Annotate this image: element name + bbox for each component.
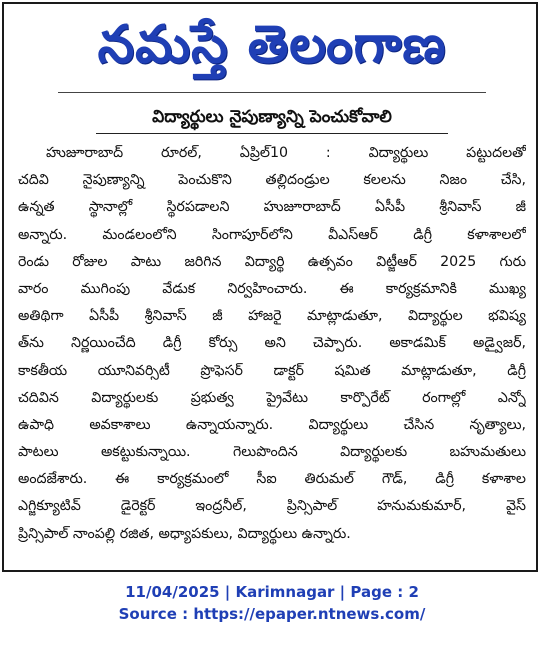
article-line: రెండు రోజుల పాటు జరిగిన విద్యార్థి ఉత్సవం విట్జీఆర్ 2025 గురు bbox=[18, 253, 526, 270]
article-headline: విద్యార్థులు నైపుణ్యాన్ని పెంచుకోవాలి bbox=[152, 107, 392, 127]
masthead-divider bbox=[58, 92, 486, 93]
article-line: ఉపాధి అవకాశాలు ఉన్నాయన్నారు. విద్యార్థులు చేసిన నృత్యాలు, bbox=[18, 416, 526, 433]
article-line: పాటలు అకట్టుకున్నాయి. గెలుపొందిన విద్యార్థులకు బహుమతులు bbox=[18, 444, 526, 461]
footer-source-line: Source : https://epaper.ntnews.com/ bbox=[118, 605, 426, 623]
article-line: కాకతీయ యూనివర్సిటీ ప్రొఫెసర్ డాక్టర్ షమిత మాట్లాడుతూ, డిగ్రీ bbox=[18, 362, 526, 379]
headline-underline bbox=[96, 133, 448, 134]
masthead-title: నమస్తే తెలంగాణ bbox=[97, 15, 447, 75]
article-line: హుజూరాబాద్ రూరల్, ఏప్రిల్10 : విద్యార్థులు పట్టుదలతో bbox=[46, 145, 526, 161]
article-line: ప్రిన్సిపాల్ నాంపల్లి రజిత, అధ్యాపకులు, విద్యార్థులు ఉన్నారు. bbox=[18, 525, 351, 542]
article-line: అందజేశారు. ఈ కార్యక్రమంలో సీఐ తిరుమల్ గౌడ్, డిగ్రీ కళాశాల bbox=[18, 471, 526, 488]
article-line: అన్నారు. మండలంలోని సింగాపూర్‌లోని వీఎస్ఆర్ డిగ్రీ కళాశాలలో bbox=[18, 226, 526, 243]
article-line: చదివి నైపుణ్యాన్ని పెంచుకొని తల్లిదండ్రుల కలలను నిజం చేసి, bbox=[18, 172, 526, 189]
article-line: ఉన్నత స్థానాల్లో స్థిరపడాలని హుజూరాబాద్ ఏసీపీ శ్రీనివాస్ జీ bbox=[18, 199, 526, 216]
newspaper-masthead bbox=[0, 10, 544, 80]
article-line: ఎగ్జిక్యూటివ్ డైరెక్టర్ ఇంద్రనీల్, ప్రిన్సిపాల్ హనుమకుమార్, వైస్ bbox=[18, 498, 526, 515]
footer-date-line: 11/04/2025 | Karimnagar | Page : 2 bbox=[125, 583, 419, 601]
article-line: వారం ముగింపు వేడుక నిర్వహించారు. ఈ కార్యక్రమానికి ముఖ్య bbox=[18, 280, 526, 297]
article-line: చదివిన విద్యార్థులకు ప్రభుత్వ ప్రైవేటు కార్పొరేట్ రంగాల్లో ఎన్నో bbox=[18, 389, 526, 406]
article-line: త్‌ను నిర్ణయించేది డిగ్రీ కోర్సు అని చెప్పారు. అకాడమిక్ అడ్వైజర్, bbox=[18, 335, 526, 352]
article-line: అతిథిగా ఏసీపీ శ్రీనివాస్ జీ హాజరై మాట్లాడుతూ, విద్యార్థుల భవిష్య bbox=[18, 308, 526, 325]
article-body bbox=[18, 140, 526, 548]
